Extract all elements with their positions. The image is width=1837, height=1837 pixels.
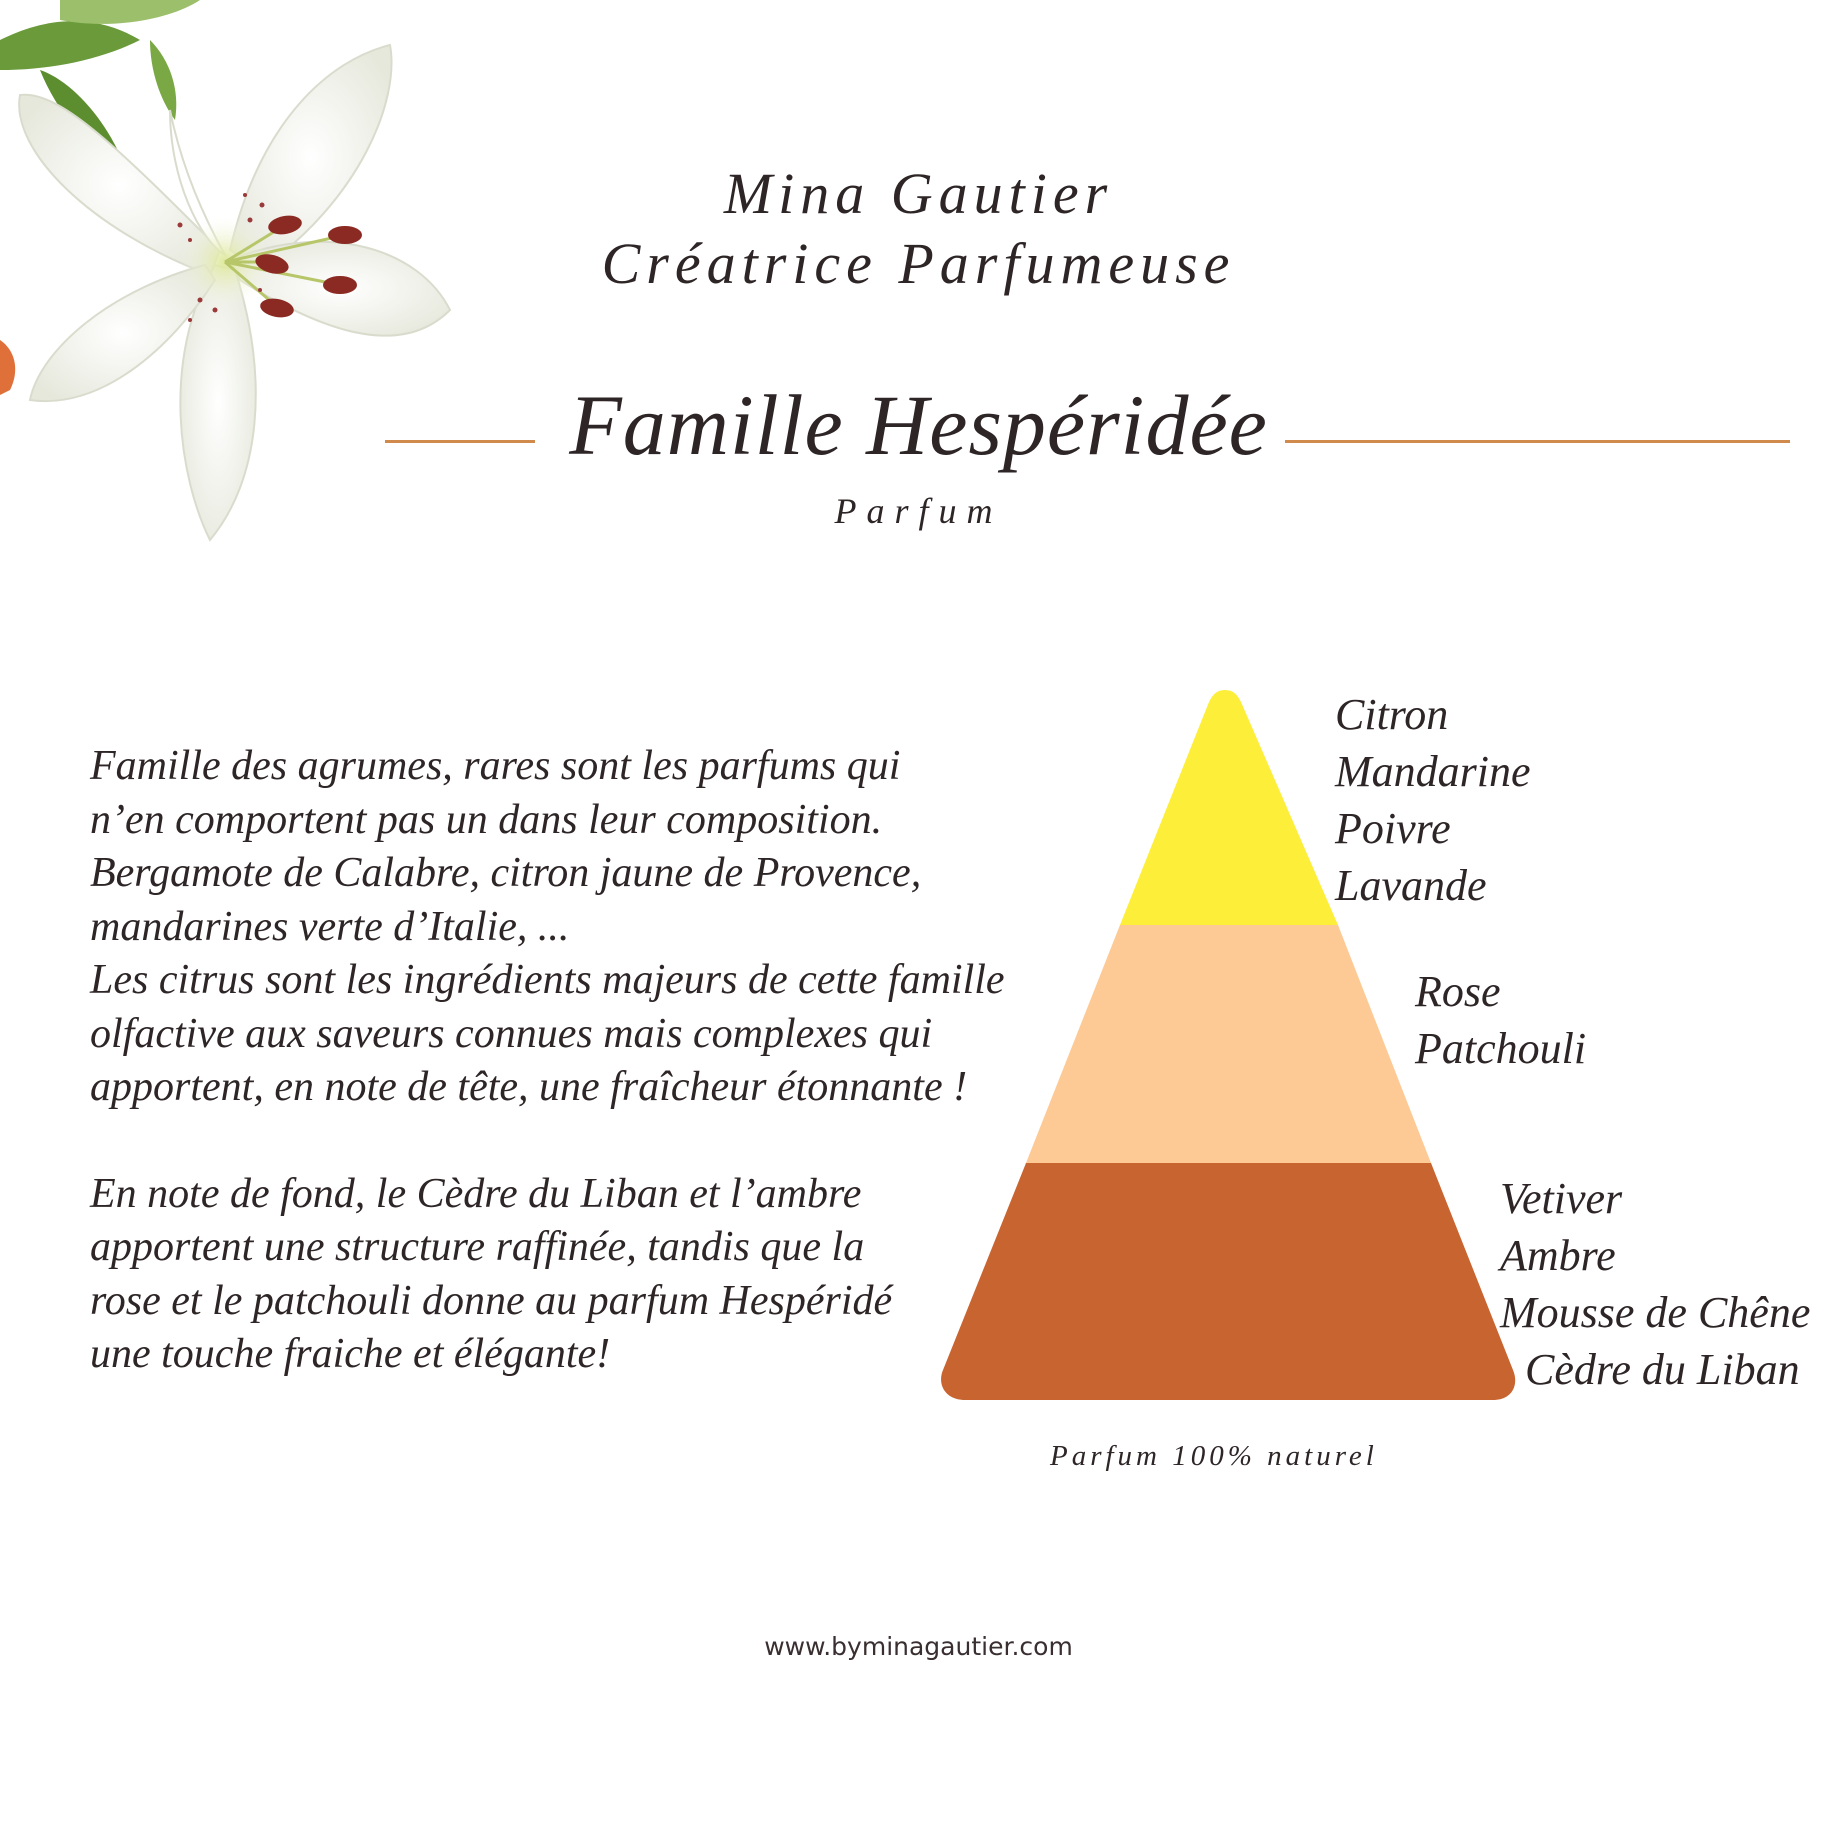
base-note: Mousse de Chêne <box>1500 1288 1811 1337</box>
description-paragraph-2: En note de fond, le Cèdre du Liban et l’ambre apportent une structure raffinée, tandis que la rose et le patchouli donne au parfum Hespéridé une touche fraiche et élégante! <box>90 1170 893 1377</box>
natural-caption: Parfum 100% naturel <box>1050 1440 1378 1472</box>
top-note: Citron <box>1335 690 1449 739</box>
base-note: Ambre <box>1500 1231 1616 1280</box>
family-title: Famille Hespéridée <box>569 377 1268 473</box>
title-divider-right <box>1285 440 1790 443</box>
author-role: Créatrice Parfumeuse <box>601 231 1236 296</box>
author-name: Mina Gautier <box>723 161 1114 226</box>
pyramid-heart-layer <box>1026 925 1431 1163</box>
top-note: Poivre <box>1335 804 1451 853</box>
heart-note: Patchouli <box>1415 1024 1587 1073</box>
pyramid-top-layer <box>1120 690 1338 925</box>
subtitle: Parfum <box>834 491 1003 531</box>
heart-note: Rose <box>1415 967 1501 1016</box>
website-link[interactable]: www.byminagautier.com <box>764 1632 1073 1661</box>
description-paragraph-1: Famille des agrumes, rares sont les parfums qui n’en comportent pas un dans leur composition. Bergamote de Calabre, citron jaune de Provence, mandarines verte d’Italie, ... Les citrus sont les ingrédients majeurs de cette famille olfactive aux saveurs connues mais complexes qui apportent, en note de tête, une fraîcheur étonnante ! <box>90 743 1005 1110</box>
top-notes-list <box>1335 686 1531 914</box>
base-note: Vetiver <box>1500 1174 1623 1223</box>
base-notes-list <box>1500 1170 1837 1398</box>
top-note: Lavande <box>1335 861 1487 910</box>
pyramid-base-layer <box>941 1163 1515 1400</box>
base-note: Cèdre du Liban <box>1525 1345 1800 1394</box>
top-note: Mandarine <box>1335 747 1531 796</box>
heart-notes-list <box>1415 963 1586 1077</box>
